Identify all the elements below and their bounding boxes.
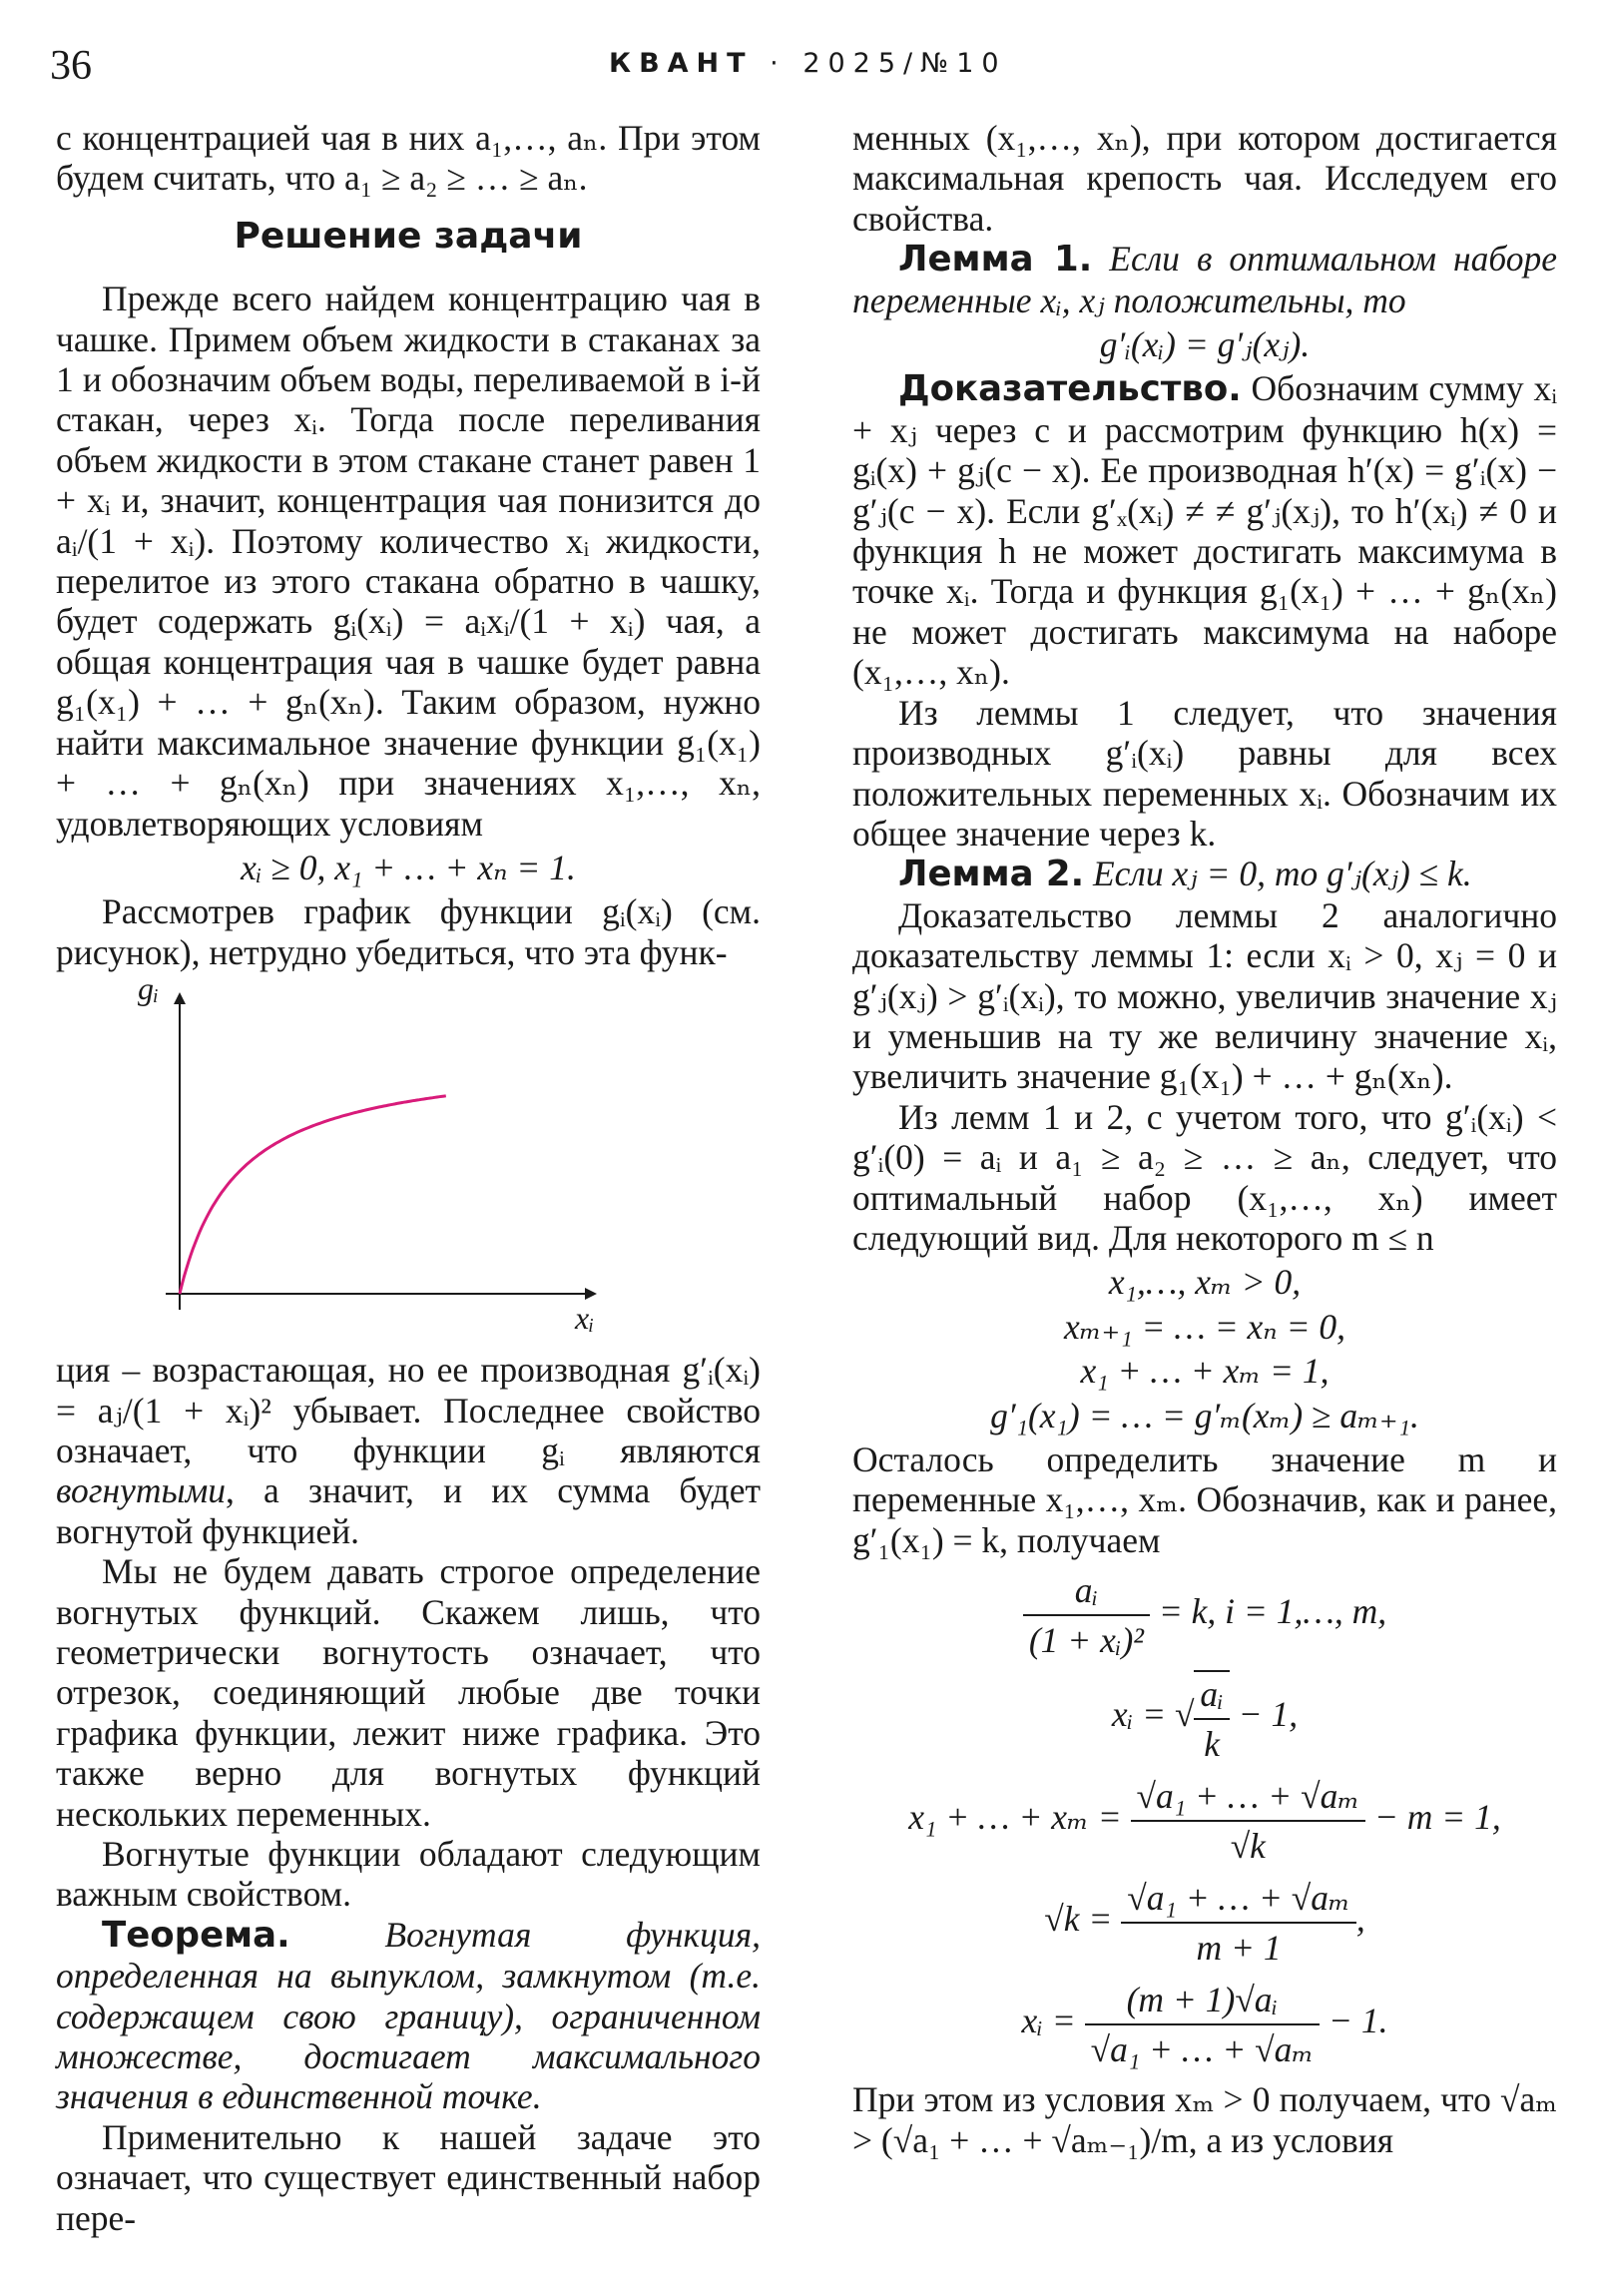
numerator: √a₁ + … + √aₘ xyxy=(1121,1876,1356,1924)
fraction xyxy=(1023,1568,1150,1662)
denominator: k xyxy=(1204,1724,1220,1765)
paragraph xyxy=(56,1350,761,1551)
numerator: aᵢ xyxy=(1023,1568,1150,1616)
equation-lhs: xᵢ = xyxy=(1111,1694,1167,1735)
system-line: g′₁(x₁) = … = g′ₘ(xₘ) ≥ aₘ₊₁. xyxy=(990,1395,1419,1435)
paragraph: Вогнутые функции обладают следующим важным свойством. xyxy=(56,1834,761,1915)
sqrt-sign: √ xyxy=(1174,1694,1195,1735)
numerator: aᵢ xyxy=(1194,1672,1229,1720)
system-line: xₘ₊₁ = … = xₙ = 0, xyxy=(1063,1306,1346,1347)
lemma-1 xyxy=(852,239,1557,320)
condition-formula: xᵢ ≥ 0, x₁ + … + xₙ = 1. xyxy=(241,847,576,887)
theorem-text: Вогнутая функция, определенная на выпуклом, замкнутом (т.е. содержащем свою границу), ограниченном множестве, достигает максимального значения в единственной точке. xyxy=(56,1914,761,2117)
fraction xyxy=(1121,1876,1356,1970)
equation-lhs: √k = xyxy=(1044,1899,1113,1940)
fraction xyxy=(1085,1978,1321,2071)
equation-rest: − m = 1, xyxy=(1373,1797,1501,1838)
fraction xyxy=(1131,1774,1366,1868)
left-column xyxy=(56,118,761,2238)
lemma-label: Лемма 2. xyxy=(898,854,1085,895)
x-axis-label: xᵢ xyxy=(575,1300,595,1337)
equation-lhs: x₁ + … + xₘ = xyxy=(908,1797,1122,1838)
paragraph: Применительно к нашей задаче это означает, что существует единственный набор пере- xyxy=(56,2116,761,2238)
right-column xyxy=(852,118,1557,2160)
lemma-text: Если в оптимальном наборе переменные xᵢ, xⱼ положительны, то xyxy=(852,239,1557,320)
proof-label: Доказательство. xyxy=(898,368,1242,410)
running-head xyxy=(50,38,1547,98)
lemma-2 xyxy=(852,854,1557,894)
denominator: √k xyxy=(1230,1826,1266,1867)
proof-text: Обозначим сумму xᵢ + xⱼ через c и рассмотрим функцию h(x) = gᵢ(x) + gⱼ(c − x). Ее производная h′(x) = g′ᵢ(x) − g′ⱼ(c − x). Если g′ₓ(xᵢ) ≠ ≠ g′ⱼ(xⱼ), то h′(xᵢ) ≠ 0 и функция h не может достигать максимума в точке xᵢ. Тогда и функция g₁(x₁) + … + gₙ(xₙ) не может достигать максимума на наборе (x₁,…, xₙ). xyxy=(852,368,1558,693)
proof xyxy=(852,368,1557,692)
denominator: (1 + xᵢ)² xyxy=(1028,1620,1144,1661)
denominator: m + 1 xyxy=(1196,1928,1282,1969)
paragraph: менных (x₁,…, xₙ), при котором достигается максимальная крепость чая. Исследуем его свойства. xyxy=(852,118,1557,239)
fraction xyxy=(1194,1670,1229,1766)
lemma-1-formula: g′ᵢ(xᵢ) = g′ⱼ(xⱼ). xyxy=(1099,324,1311,365)
section-title: Решение задачи xyxy=(234,215,583,257)
paragraph: При этом из условия xₘ > 0 получаем, что √aₘ > (√a₁ + … + √aₘ₋₁)/m, а из условия xyxy=(852,2079,1557,2160)
page-number: 36 xyxy=(50,43,92,89)
y-axis-label: gᵢ xyxy=(138,970,160,1007)
function-graph xyxy=(56,970,761,1346)
lemma-text: Если xⱼ = 0, то g′ⱼ(xⱼ) ≤ k. xyxy=(1092,854,1472,894)
issue-number: · 2025/№10 xyxy=(770,48,1007,79)
theorem xyxy=(56,1915,761,2117)
paragraph: Рассмотрев график функции gᵢ(xᵢ) (см. рисунок), нетрудно убедиться, что эта функ- xyxy=(56,891,761,972)
paragraph: Из лемм 1 и 2, с учетом того, что g′ᵢ(xᵢ) < g′ᵢ(0) = aᵢ и a₁ ≥ a₂ ≥ … ≥ aₙ, следует, что оптимальный набор (x₁,…, xₙ) имеет следующий вид. Для некоторого m ≤ n xyxy=(852,1096,1557,1258)
equation-2 xyxy=(852,1670,1557,1766)
equation-1 xyxy=(852,1568,1557,1662)
equation-4 xyxy=(852,1876,1557,1970)
text: , а значит, и их сумма будет вогнутой функцией. xyxy=(56,1470,761,1551)
emphasis: вогнутыми xyxy=(56,1470,226,1511)
journal-title xyxy=(609,48,1007,79)
equation-lhs: xᵢ = xyxy=(1021,2001,1076,2041)
paragraph: Прежде всего найдем концентрацию чая в чашке. Примем объем жидкости в стаканах за 1 и обозначим объем воды, переливаемой в i-й стакан, через xᵢ. Тогда после переливания объем жидкости в этом стакане станет равен 1 + xᵢ и, значит, концентрация чая понизится до aᵢ/(1 + xᵢ). Поэтому количество xᵢ жидкости, перелитое из этого стакана обратно в чашку, будет содержать gᵢ(xᵢ) = aᵢxᵢ/(1 + xᵢ) чая, а общая концентрация чая в чашке будет равна g₁(x₁) + … + gₙ(xₙ). Таким образом, нужно найти максимальное значение функции g₁(x₁) + … + gₙ(xₙ) при значениях x₁,…, xₙ, удовлетворяющих условиям xyxy=(56,279,761,844)
paragraph: Осталось определить значение m и переменные x₁,…, xₘ. Обозначив, как и ранее, g′₁(x₁) = k, получаем xyxy=(852,1439,1557,1560)
denominator: √a₁ + … + √aₘ xyxy=(1090,2029,1315,2070)
system-line: x₁,…, xₘ > 0, xyxy=(1108,1262,1302,1303)
equation-rest: − 1. xyxy=(1329,2001,1388,2041)
paragraph: Из леммы 1 следует, что значения производных g′ᵢ(xᵢ) равны для всех положительных переменных xᵢ. Обозначим их общее значение через k. xyxy=(852,692,1557,854)
numerator: (m + 1)√aᵢ xyxy=(1085,1978,1321,2025)
equation-rest: − 1, xyxy=(1238,1694,1299,1735)
equation-rest: , xyxy=(1355,1899,1365,1940)
g-curve xyxy=(180,1096,446,1294)
equation-rest: = k, i = 1,…, m, xyxy=(1158,1591,1387,1632)
theorem-label: Теорема. xyxy=(102,1914,290,1956)
equation-5 xyxy=(852,1978,1557,2071)
lemma-label: Лемма 1. xyxy=(898,239,1093,281)
paragraph: с концентрацией чая в них a₁,…, aₙ. При этом будем считать, что a₁ ≥ a₂ ≥ … ≥ aₙ. xyxy=(56,118,761,199)
system-line: x₁ + … + xₘ = 1, xyxy=(1080,1351,1330,1392)
journal-name: КВАНТ xyxy=(609,48,754,79)
graph-svg xyxy=(56,974,761,1346)
equation-3 xyxy=(852,1774,1557,1868)
paragraph: Мы не будем давать строгое определение вогнутых функций. Скажем лишь, что геометрически вогнутость означает, что отрезок, соединяющий любые две точки графика функции, лежит ниже графика. Это также верно для вогнутых функций нескольких переменных. xyxy=(56,1551,761,1834)
numerator: √a₁ + … + √aₘ xyxy=(1131,1774,1366,1822)
paragraph: Доказательство леммы 2 аналогично доказательству леммы 1: если xᵢ > 0, xⱼ = 0 и g′ⱼ(xⱼ) > g′ᵢ(xᵢ), то можно, увеличив значение xⱼ и уменьшив на ту же величину значение xᵢ, увеличить значение g₁(x₁) + … + gₙ(xₙ). xyxy=(852,894,1557,1097)
text: ция – возрастающая, но ее производная g′ᵢ(xᵢ) = aⱼ/(1 + xᵢ)² убывает. Последнее свойство означает, что функции gᵢ являются xyxy=(56,1350,761,1470)
